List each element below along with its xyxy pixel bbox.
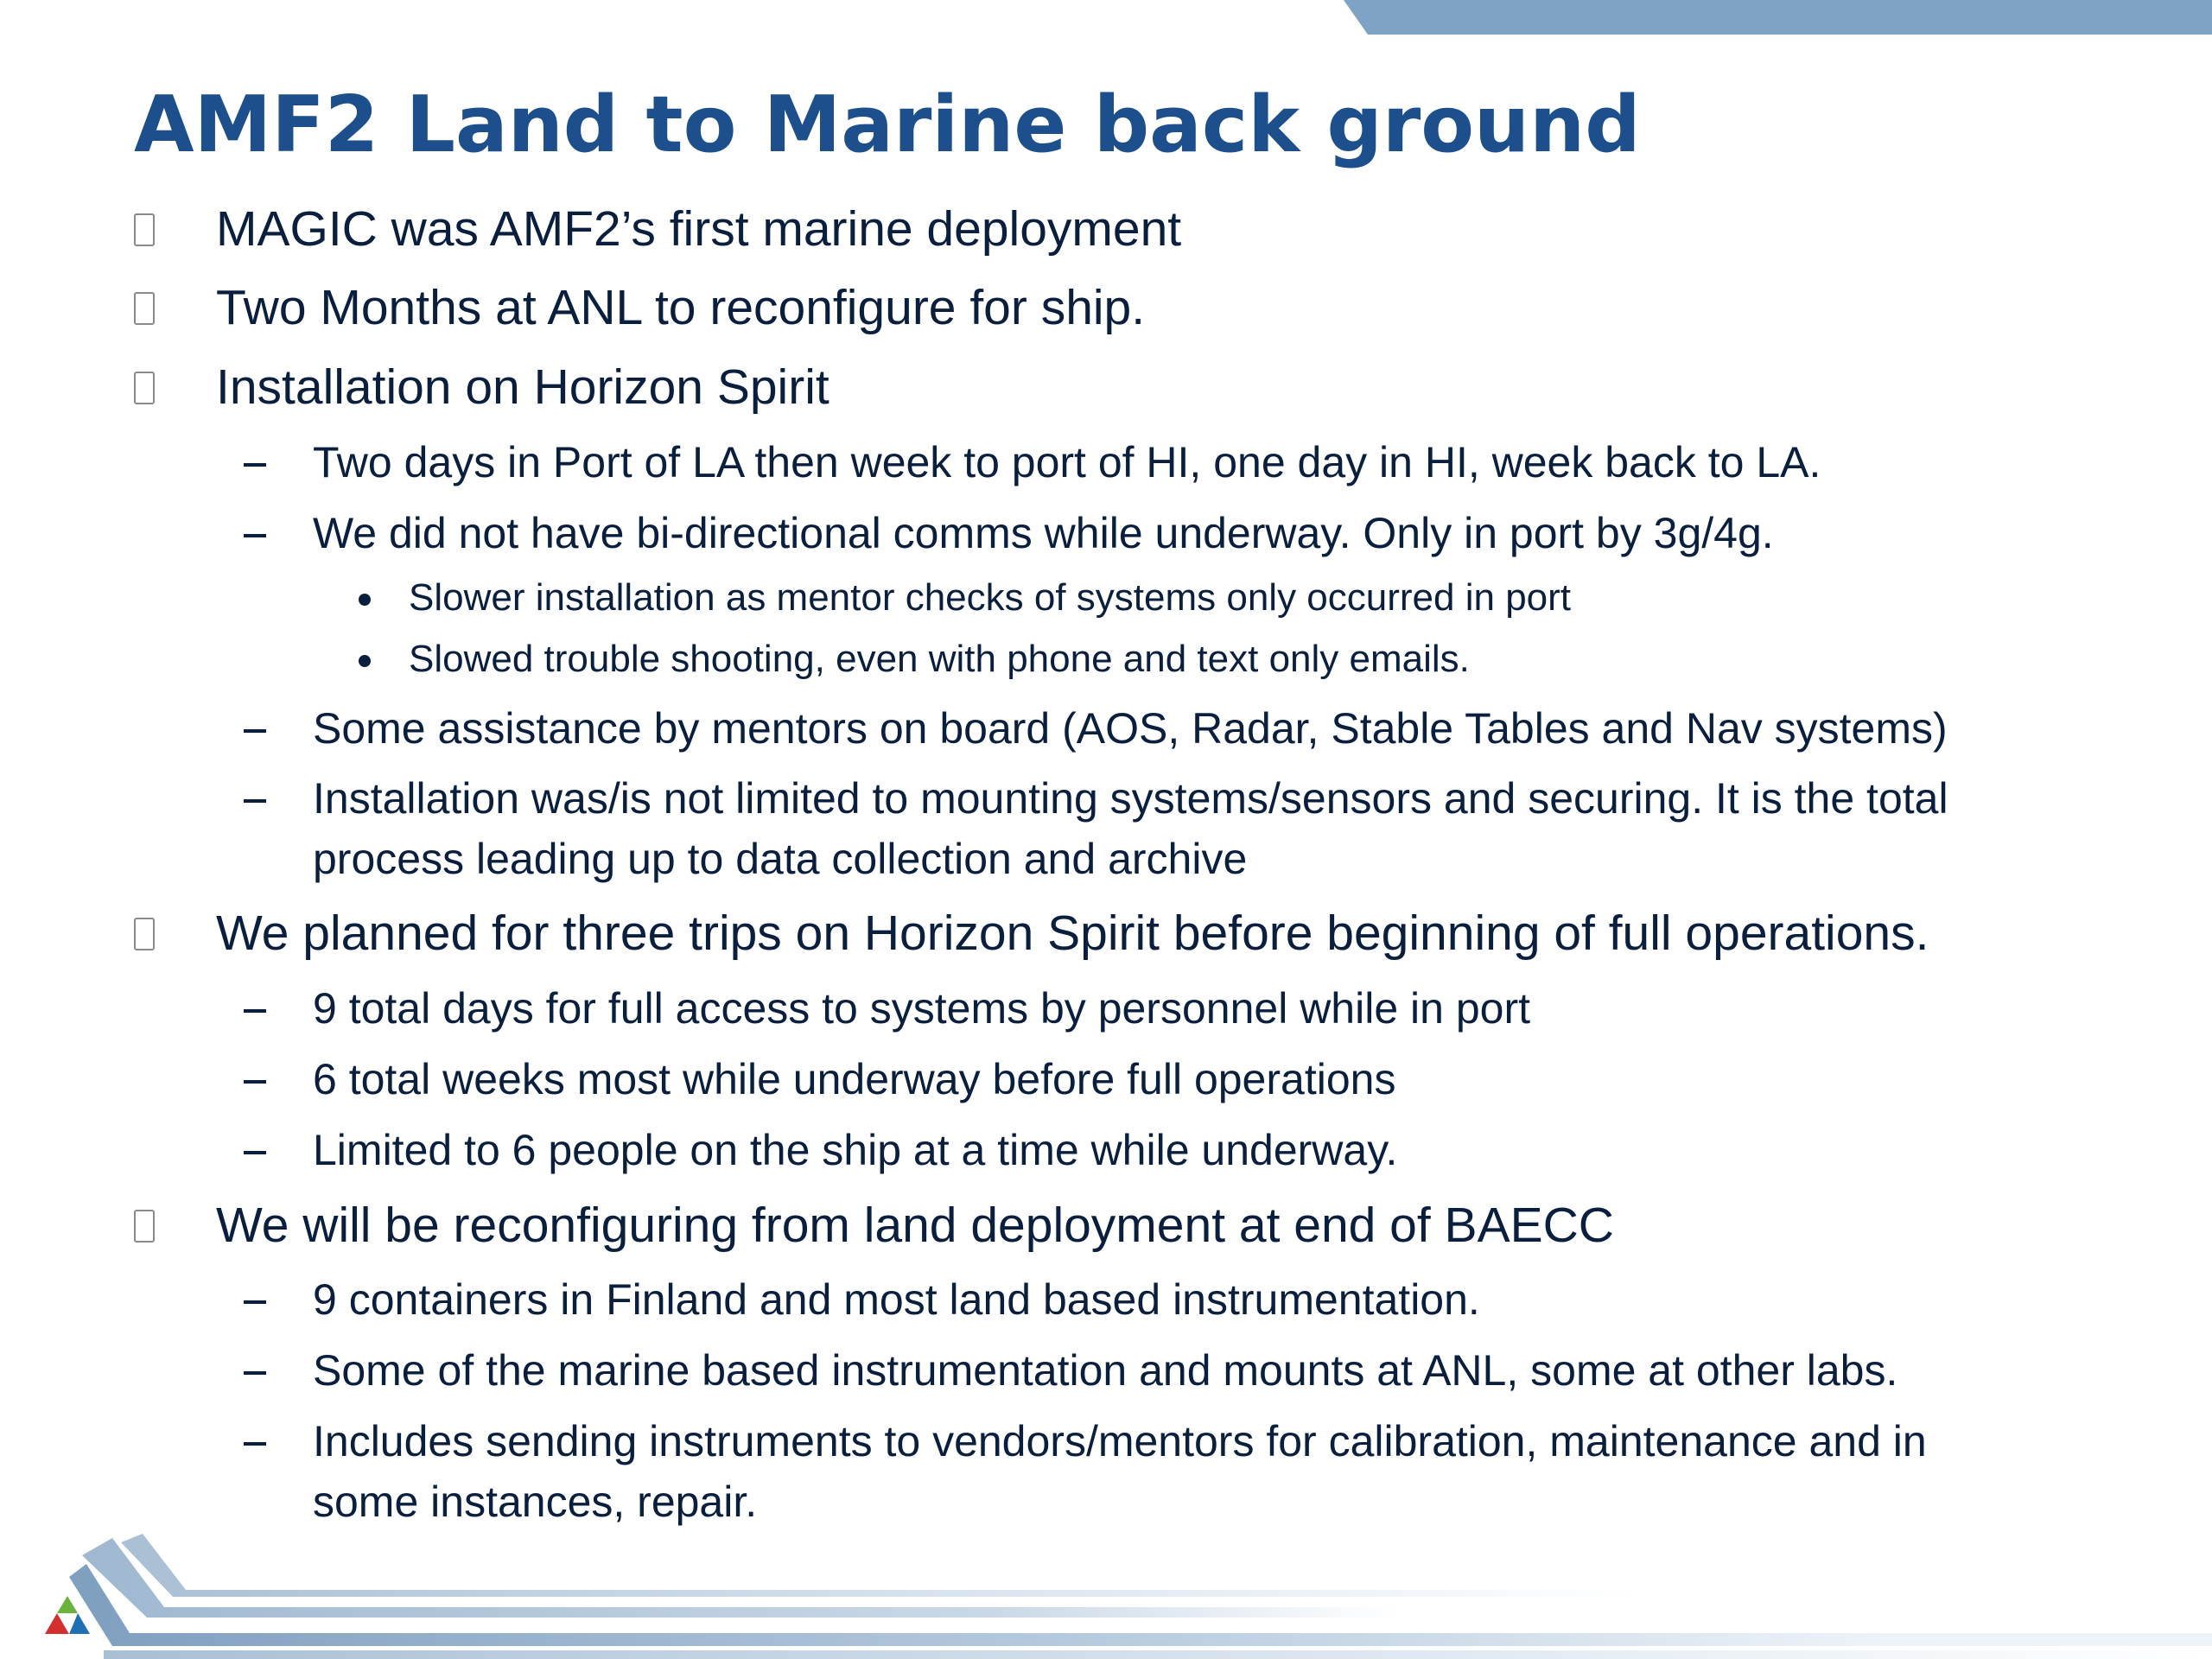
subbullet-text: 6 total weeks most while underway before full operations: [313, 1055, 1396, 1103]
subsubbullet-text: Slower installation as mentor checks of systems only occurred in port: [409, 576, 1572, 619]
square-bullet-icon: [134, 372, 155, 404]
bullet-text: Installation on Horizon Spirit: [216, 359, 830, 415]
subbullet-text: process leading up to data collection and archive: [313, 835, 1248, 883]
top-accent-band: [1344, 0, 2212, 35]
square-bullet-icon: [134, 213, 155, 246]
subbullet-text: Some assistance by mentors on board (AOS, Radar, Stable Tables and Nav systems): [313, 704, 1948, 753]
dot-bullet-icon: [359, 655, 371, 667]
footer-swoosh-decoration: [0, 1529, 2212, 1659]
subbullet-text: Includes sending instruments to vendors/mentors for calibration, maintenance and in: [313, 1417, 1927, 1465]
slide-title: AMF2 Land to Marine back ground: [134, 79, 1641, 170]
dash-bullet-icon: [244, 729, 266, 733]
subbullet-text: 9 containers in Finland and most land based instrumentation.: [313, 1275, 1480, 1324]
argonne-logo-icon: [43, 1594, 92, 1637]
bullet-text: Two Months at ANL to reconfigure for ship.: [216, 280, 1146, 335]
dash-bullet-icon: [244, 1442, 266, 1446]
dash-bullet-icon: [244, 534, 266, 537]
square-bullet-icon: [134, 292, 155, 325]
dash-bullet-icon: [244, 1371, 266, 1375]
subbullet-text: Limited to 6 people on the ship at a time while underway.: [313, 1126, 1398, 1174]
subsubbullet-text: Slowed trouble shooting, even with phone and text only emails.: [409, 638, 1470, 680]
dash-bullet-icon: [244, 463, 266, 467]
dash-bullet-icon: [244, 799, 266, 803]
subbullet-text: Two days in Port of LA then week to port of HI, one day in HI, week back to LA.: [313, 438, 1821, 486]
dot-bullet-icon: [359, 594, 371, 606]
dash-bullet-icon: [244, 1151, 266, 1154]
subbullet-text: Installation was/is not limited to mounting systems/sensors and securing. It is the total: [313, 774, 1948, 823]
square-bullet-icon: [134, 1210, 155, 1243]
bullet-text: MAGIC was AMF2’s first marine deployment: [216, 201, 1182, 257]
subbullet-text: Some of the marine based instrumentation and mounts at ANL, some at other labs.: [313, 1346, 1898, 1395]
bullet-text: We will be reconfiguring from land deployment at end of BAECC: [216, 1198, 1614, 1253]
dash-bullet-icon: [244, 1300, 266, 1304]
square-bullet-icon: [134, 918, 155, 950]
subbullet-text: We did not have bi-directional comms while underway. Only in port by 3g/4g.: [313, 509, 1774, 557]
subbullet-text: some instances, repair.: [313, 1478, 758, 1526]
dash-bullet-icon: [244, 1009, 266, 1013]
subbullet-text: 9 total days for full access to systems by personnel while in port: [313, 984, 1530, 1033]
dash-bullet-icon: [244, 1080, 266, 1084]
bullet-text: We planned for three trips on Horizon Spirit before beginning of full operations.: [216, 906, 1929, 961]
